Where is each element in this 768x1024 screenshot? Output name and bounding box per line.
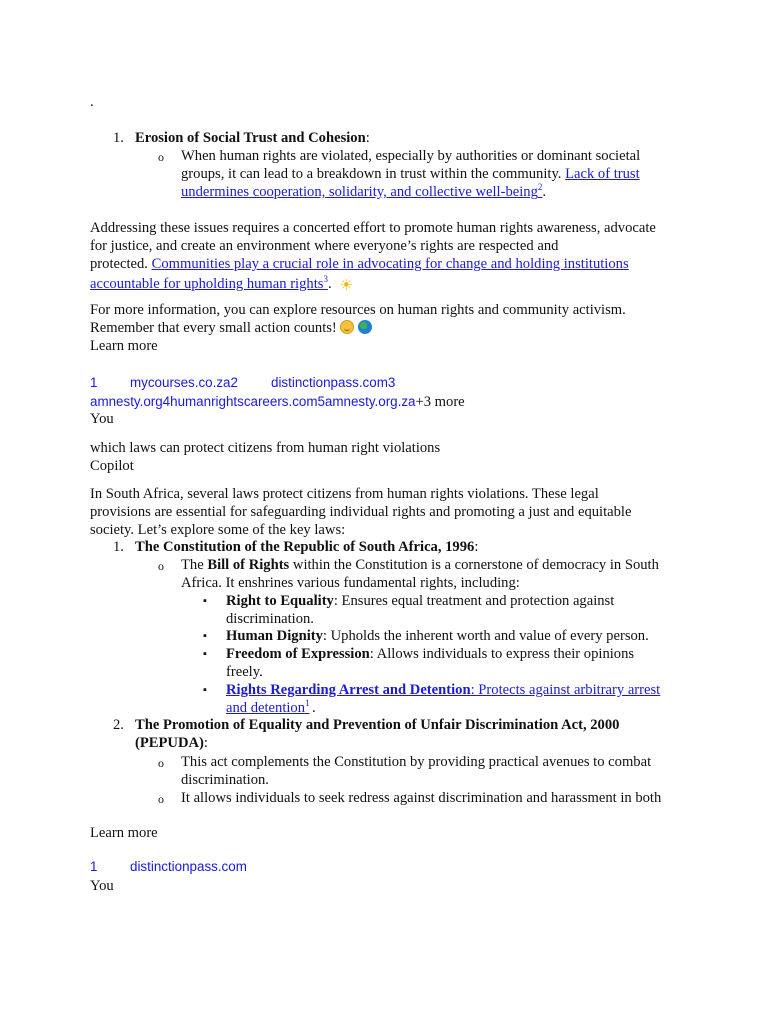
list-number: 1. <box>113 130 124 146</box>
paragraph: Addressing these issues requires a concerted effort to promote human rights awareness, advocate for justice, and create an environment where everyone’s rights are respected and protected. Communities play a crucial role in advocating for change and holding institutions accountable for upholding human rights$^3$. ☀ <box>90 220 656 294</box>
speaker-label-you: You <box>90 411 114 427</box>
source-link[interactable]: amnesty.org4humanrightscareers.com5amnesty.org.za <box>90 394 416 409</box>
sub-bullet-icon: o <box>158 150 164 164</box>
source-link[interactable]: Rights Regarding Arrest and Detention: Protects against arbitrary arrest and detention$^1$ <box>226 682 661 716</box>
speaker-label-you: You <box>90 878 114 894</box>
list-sub-item: The Bill of Rights within the Constitution is a cornerstone of democracy in South Africa. It enshrines various fundamental rights, including: <box>181 557 659 591</box>
stray-dot: . <box>90 94 94 110</box>
square-bullet-icon: ▪ <box>203 630 207 642</box>
list-sub-item: This act complements the Constitution by providing practical avenues to combat discrimination. <box>181 754 652 788</box>
section-heading: Erosion of Social Trust and Cohesion: <box>135 130 370 146</box>
law-title: The Promotion of Equality and Prevention of Unfair Discrimination Act, 2000 (PEPUDA): <box>135 717 620 751</box>
square-bullet-icon: ▪ <box>203 648 207 660</box>
sub-bullet-icon: o <box>158 792 164 806</box>
square-bullet-icon: ▪ <box>203 595 207 607</box>
learn-more-label: Learn more <box>90 825 158 841</box>
globe-icon <box>358 320 372 334</box>
learn-more-label: Learn more <box>90 338 158 354</box>
source-link[interactable]: mycourses.co.za2 <box>130 375 238 390</box>
answer-intro: In South Africa, several laws protect citizens from human rights violations. These legal provisions are essential for safeguarding individual rights and promoting a just and equitable society. Let’s explore some of the key laws: <box>90 486 632 538</box>
source-link[interactable]: accountable for upholding human rights$^3$ <box>90 274 328 292</box>
sun-icon: ☀ <box>339 278 353 294</box>
source-number[interactable]: 1 <box>90 859 98 874</box>
sub-bullet-icon: o <box>158 756 164 770</box>
source-link[interactable]: Lack of trust undermines cooperation, solidarity, and collective well-being$^2$ <box>181 166 640 200</box>
period: . <box>312 700 316 716</box>
source-number[interactable]: 1 <box>90 375 98 390</box>
source-row <box>90 393 465 411</box>
paragraph: For more information, you can explore resources on human rights and community activism. Remember that every small action counts! Learn more <box>90 301 680 355</box>
smiling-face-icon <box>340 320 354 334</box>
square-bullet-icon: ▪ <box>203 684 207 696</box>
list-number: 1. <box>113 539 124 555</box>
user-question: which laws can protect citizens from human right violations <box>90 440 441 456</box>
list-sub-item: Right to Equality: Ensures equal treatment and protection against discrimination. <box>226 593 615 627</box>
list-number: 2. <box>113 717 124 733</box>
law-title: The Constitution of the Republic of South Africa, 1996: <box>135 539 479 555</box>
list-sub-item: It allows individuals to seek redress against discrimination and harassment in both <box>181 790 662 806</box>
list-sub-item: When human rights are violated, especially by authorities or dominant societal groups, it can lead to a breakdown in trust within the community. Lack of trust undermines cooperation, solidarity, and collective well-being$^2$. <box>181 148 641 200</box>
source-link[interactable]: distinctionpass.com3 <box>271 375 396 390</box>
speaker-label-copilot: Copilot <box>90 458 134 474</box>
source-link[interactable]: distinctionpass.com <box>130 859 247 874</box>
list-sub-item <box>226 681 686 717</box>
source-link[interactable]: Communities play a crucial role in advocating for change and holding institutions <box>151 256 629 272</box>
more-sources-button[interactable]: +3 more <box>415 394 465 410</box>
sub-bullet-icon: o <box>158 559 164 573</box>
list-sub-item: Freedom of Expression: Allows individuals to express their opinions freely. <box>226 646 635 680</box>
list-sub-item: Human Dignity: Upholds the inherent worth and value of every person. <box>226 628 649 644</box>
